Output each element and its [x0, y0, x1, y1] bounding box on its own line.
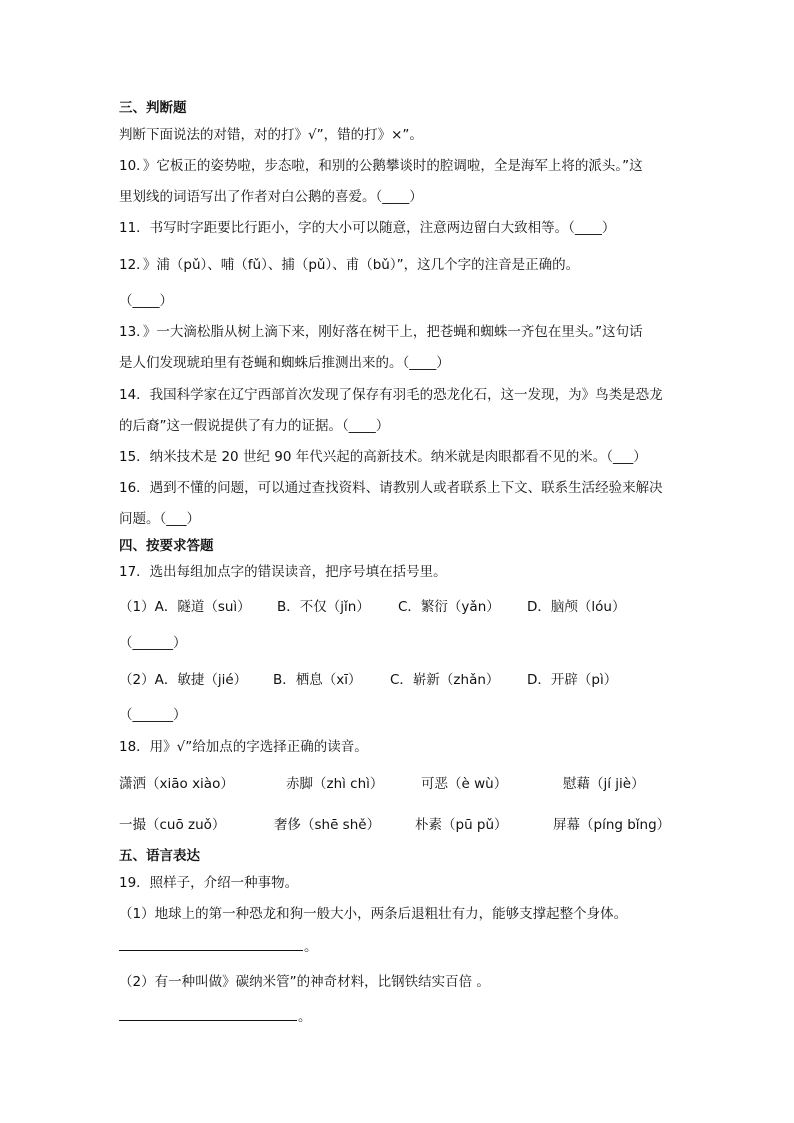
question-10-line-2: 里划线的词语写出了作者对白公鹅的喜爱。（____）: [119, 189, 423, 205]
question-14-line-2: 的后裔”这一假说提供了有力的证据。（____）: [119, 418, 390, 434]
question-17-group-1: [119, 598, 684, 616]
question-17: 17．选出每组加点字的错误读音，把序号填在括号里。: [119, 564, 447, 580]
q19-1-answer-line[interactable]: [119, 950, 303, 951]
q18-item-5: 一撮（cuō zuǒ）: [119, 817, 226, 833]
question-12-line-2: （____）: [119, 293, 173, 309]
question-13-line-2: 是人们发现琥珀里有苍蝇和蜘蛛后推测出来的。（____）: [119, 355, 450, 371]
question-18-row-2: [119, 816, 684, 834]
question-17-group-2: [119, 671, 684, 689]
section-4-title: 四、按要求答题: [119, 538, 214, 554]
q19-2-answer-line[interactable]: [119, 1020, 297, 1021]
q18-item-3: 可恶（è wù）: [421, 776, 508, 792]
q17-1-option-a: （1）A．隧道（suì）: [119, 599, 251, 615]
section-3-instruction: 判断下面说法的对错，对的打》√”，错的打》×”。: [119, 127, 423, 143]
question-10-line-1: 10．》它板正的姿势啦，步态啦，和别的公鹅攀谈时的腔调啦，全是海军上将的派头。”这: [119, 158, 643, 174]
question-18: 18．用》√”给加点的字选择正确的读音。: [119, 739, 368, 755]
q17-1-option-c: C．繁衍（yǎn）: [398, 599, 500, 615]
q19-2-end-mark: 。: [298, 1009, 312, 1025]
q19-1-end-mark: 。: [304, 939, 318, 955]
q18-item-2: 赤脚（zhì chì）: [286, 776, 384, 792]
question-12-line-1: 12．》浦（pǔ）、哺（fǔ）、捕（pǔ）、甫（bǔ）”，这几个字的注音是正确的。: [119, 257, 580, 273]
q18-item-6: 奢侈（shē shě）: [274, 817, 381, 833]
section-5-title: 五、语言表达: [119, 848, 200, 864]
q17-2-option-b: B．栖息（xī）: [273, 672, 362, 688]
q18-item-8: 屏幕（píng bǐng）: [553, 817, 671, 833]
question-19-item-1: （1）地球上的第一种恐龙和狗一般大小，两条后退粗壮有力，能够支撑起整个身体。: [119, 906, 628, 922]
q17-1-option-d: D．脑颅（lóu）: [527, 599, 626, 615]
q17-2-option-c: C．崭新（zhǎn）: [390, 672, 500, 688]
question-19: 19．照样子，介绍一种事物。: [119, 875, 299, 891]
section-3-title: 三、判断题: [119, 100, 187, 116]
q17-2-option-a: （2）A．敏捷（jié）: [119, 672, 248, 688]
question-17-group-2-answer: （______）: [119, 707, 187, 723]
q18-item-4: 慰藉（jí jiè）: [563, 776, 645, 792]
question-18-row-1: [119, 775, 684, 793]
question-13-line-1: 13．》一大滴松脂从树上滴下来，刚好落在树干上，把苍蝇和蜘蛛一齐包在里头。”这句话: [119, 324, 643, 340]
q18-item-7: 朴素（pū pǔ）: [415, 817, 508, 833]
question-16-line-2: 问题。（___）: [119, 511, 200, 527]
question-14-line-1: 14．我国科学家在辽宁西部首次发现了保存有羽毛的恐龙化石，这一发现，为》鸟类是恐龙: [119, 387, 663, 403]
question-11: 11．书写时字距要比行距小，字的大小可以随意，注意两边留白大致相等。（____）: [119, 220, 616, 236]
question-16-line-1: 16．遇到不懂的问题，可以通过查找资料、请教别人或者联系上下文、联系生活经验来解决: [119, 480, 663, 496]
question-19-item-2: （2）有一种叫做》碳纳米管”的神奇材料，比钢铁结实百倍 。: [119, 974, 490, 990]
q17-1-option-b: B．不仅（jǐn）: [277, 599, 370, 615]
question-17-group-1-answer: （______）: [119, 635, 187, 651]
q18-item-1: 潇洒（xiāo xiào）: [119, 776, 234, 792]
q17-2-option-d: D．开辟（pì）: [527, 672, 618, 688]
question-15: 15．纳米技术是 20 世纪 90 年代兴起的高新技术。纳米就是肉眼都看不见的米。（___）: [119, 449, 647, 465]
